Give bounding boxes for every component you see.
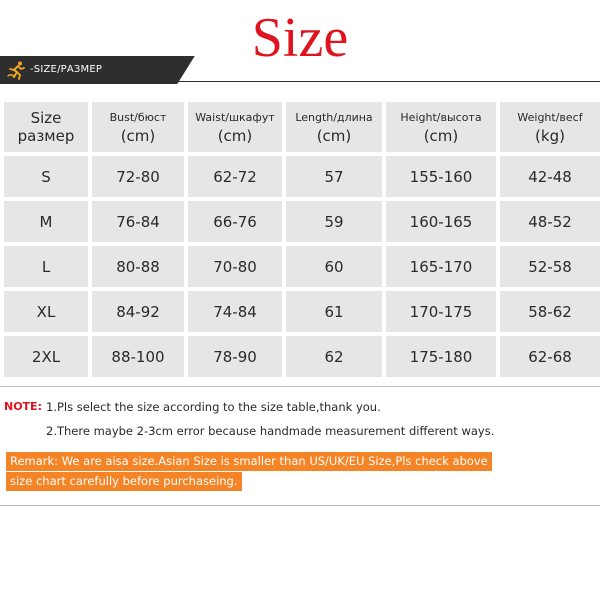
table-cell: 58-62 (500, 291, 600, 332)
table-cell: 61 (286, 291, 382, 332)
table-cell: 62-68 (500, 336, 600, 377)
runner-icon (6, 60, 26, 80)
table-cell: 76-84 (92, 201, 184, 242)
table-cell: 60 (286, 246, 382, 287)
table-cell: S (4, 156, 88, 197)
banner-label: -SIZE/РАЗМЕР (30, 64, 103, 75)
note-label: NOTE: (4, 400, 42, 413)
banner-rule (168, 81, 600, 82)
header-size: Size размер (4, 102, 88, 152)
table-header-row (4, 102, 600, 152)
table-row (4, 246, 600, 287)
table-cell: 52-58 (500, 246, 600, 287)
divider (0, 386, 600, 387)
table-cell: 62-72 (188, 156, 282, 197)
table-cell: 84-92 (92, 291, 184, 332)
section-banner (0, 56, 600, 84)
table-row (4, 291, 600, 332)
header-weight: Weight/весf (kg) (500, 102, 600, 152)
table-cell: 2XL (4, 336, 88, 377)
table-cell: 59 (286, 201, 382, 242)
header-length: Length/длина (cm) (286, 102, 382, 152)
table-cell: 88-100 (92, 336, 184, 377)
table-cell: 48-52 (500, 201, 600, 242)
table-cell: 170-175 (386, 291, 496, 332)
table-cell: 57 (286, 156, 382, 197)
table-row (4, 156, 600, 197)
size-table (0, 98, 600, 381)
table-cell: 42-48 (500, 156, 600, 197)
table-row (4, 336, 600, 377)
table-cell: 175-180 (386, 336, 496, 377)
table-row (4, 201, 600, 242)
table-cell: 80-88 (92, 246, 184, 287)
table-cell: 165-170 (386, 246, 496, 287)
table-cell: 74-84 (188, 291, 282, 332)
table-cell: 155-160 (386, 156, 496, 197)
note-line-1: 1.Pls select the size according to the size table,thank you. (46, 400, 381, 414)
remark-line-1: Remark: We are aisa size.Asian Size is smaller than US/UK/EU Size,Pls check above (6, 452, 492, 471)
remark-line-2: size chart carefully before purchaseing. (6, 472, 242, 491)
bottom-divider (0, 505, 600, 506)
table-cell: XL (4, 291, 88, 332)
header-height: Height/высота (cm) (386, 102, 496, 152)
header-waist: Waist/шкафут (cm) (188, 102, 282, 152)
table-cell: 78-90 (188, 336, 282, 377)
table-cell: 62 (286, 336, 382, 377)
table-cell: 70-80 (188, 246, 282, 287)
table-cell: 66-76 (188, 201, 282, 242)
page-title: Size (251, 7, 349, 69)
table-cell: M (4, 201, 88, 242)
note-line-2: 2.There maybe 2-3cm error because handmade measurement different ways. (46, 424, 495, 438)
table-cell: L (4, 246, 88, 287)
header-bust: Bust/бюст (cm) (92, 102, 184, 152)
table-cell: 72-80 (92, 156, 184, 197)
table-cell: 160-165 (386, 201, 496, 242)
